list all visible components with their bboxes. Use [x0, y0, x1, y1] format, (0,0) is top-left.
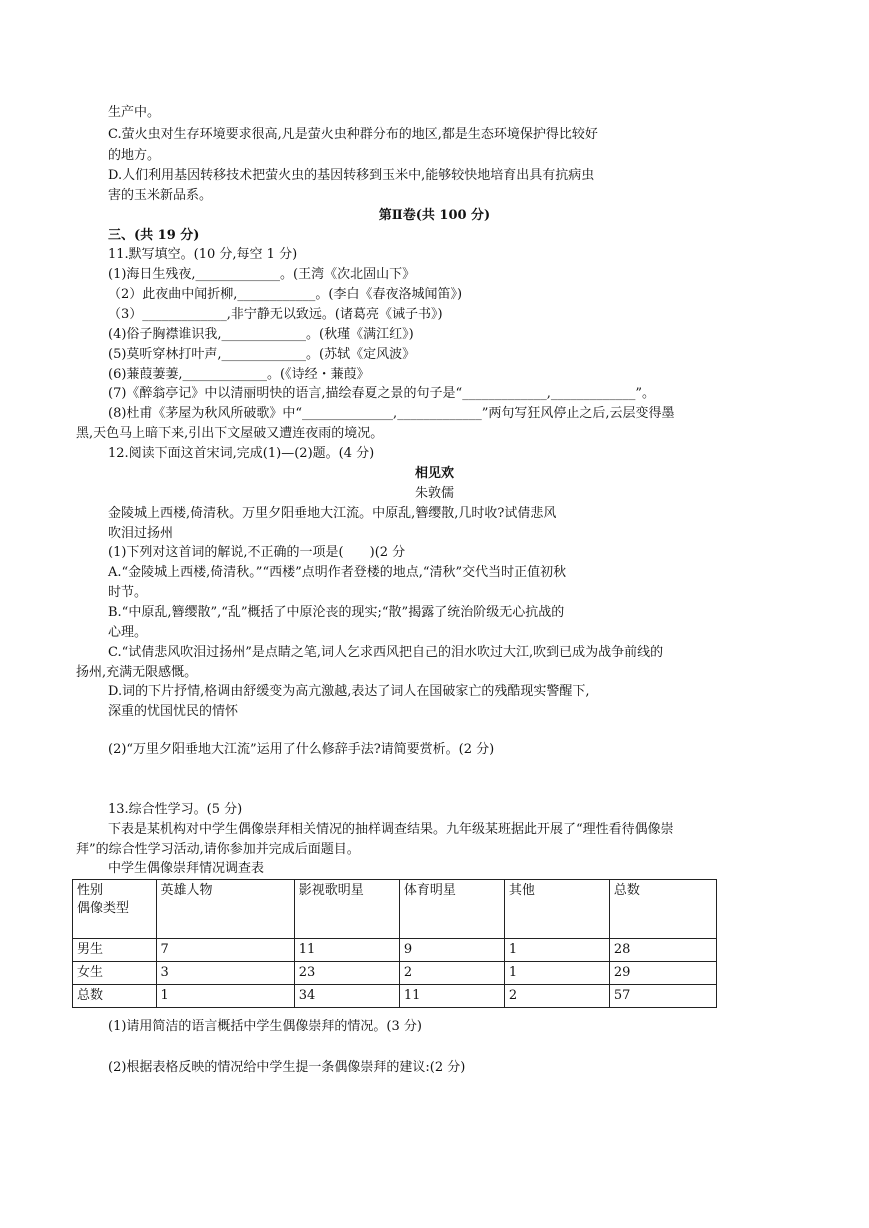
column-header: 体育明星 — [399, 880, 504, 939]
text-line: 的地方。 — [108, 148, 161, 163]
q12-option-c: C.“试倩悲风吹泪过扬州”是点睛之笔,词人乞求西风把自己的泪水吹过大江,吹到已成为战争前线的 — [108, 645, 664, 660]
question-12: 12.阅读下面这首宋词,完成(1)—(2)题。(4 分) — [108, 446, 375, 461]
q12-option-b: B.“中原乱,簪缨散”,“乱”概括了中原沦丧的现实;“散”揭露了统治阶级无心抗战的 — [108, 605, 565, 620]
row-label: 女生 — [73, 962, 157, 985]
table-row — [73, 985, 717, 1008]
text-line: 时节。 — [108, 585, 148, 600]
q13-sub-1: (1)请用简洁的语言概括中学生偶像崇拜的情况。(3 分) — [108, 1019, 422, 1034]
column-header: 总数 — [609, 880, 716, 939]
text-line: 扬州,充满无限感慨。 — [76, 665, 198, 680]
table-cell: 11 — [294, 939, 399, 962]
table-cell: 34 — [294, 985, 399, 1008]
table-cell: 2 — [399, 962, 504, 985]
table-row — [73, 962, 717, 985]
text-line: 害的玉米新品系。 — [108, 188, 213, 203]
column-header: 英雄人物 — [156, 880, 294, 939]
row-label: 总数 — [73, 985, 157, 1008]
text-line: 黑,天色马上暗下来,引出下文屋破又遭连夜雨的境况。 — [76, 426, 384, 441]
text-line: 深重的忧国忧民的情怀 — [108, 704, 239, 719]
q11-item-8: (8)杜甫《茅屋为秋风所破歌》中“______________,_____________”两句写狂风停止之后,云层变得墨 — [108, 406, 675, 421]
q12-sub-2: (2)“万里夕阳垂地大江流”运用了什么修辞手法?请简要赏析。(2 分) — [108, 742, 495, 757]
q11-item-1: (1)海日生残夜,_____________。(王湾《次北固山下》 — [108, 267, 416, 282]
question-11: 11.默写填空。(10 分,每空 1 分) — [108, 247, 298, 262]
q11-item-7: (7)《醉翁亭记》中以清丽明快的语言,描绘春夏之景的句子是“_____________,_____________”。 — [108, 386, 655, 401]
q11-item-2: （2）此夜曲中闻折柳,____________。(李白《春夜洛城闻笛》) — [108, 287, 463, 302]
table-cell: 1 — [504, 962, 609, 985]
section-title: 第Ⅱ卷(共 100 分) — [378, 208, 491, 223]
table-cell: 1 — [504, 939, 609, 962]
survey-table — [72, 879, 717, 1008]
column-header: 影视歌明星 — [294, 880, 399, 939]
table-cell: 57 — [609, 985, 716, 1008]
q12-option-d: D.词的下片抒情,格调由舒缓变为高亢激越,表达了词人在国破家亡的残酷现实警醒下, — [108, 684, 590, 699]
q11-item-6: (6)蒹葭萋萋,_____________。(《诗经・蒹葭》 — [108, 367, 370, 382]
table-row — [73, 939, 717, 962]
part-heading: 三、(共 19 分) — [108, 228, 200, 243]
table-cell: 9 — [399, 939, 504, 962]
table-caption: 中学生偶像崇拜情况调查表 — [108, 861, 265, 876]
table-corner-cell: 性别 偶像类型 — [73, 880, 157, 939]
table-header-row — [73, 880, 717, 939]
q13-sub-2: (2)根据表格反映的情况给中学生提一条偶像崇拜的建议:(2 分) — [108, 1060, 466, 1075]
table-cell: 7 — [156, 939, 294, 962]
q12-sub-1: (1)下列对这首词的解说,不正确的一项是( )(2 分 — [108, 545, 406, 560]
row-label: 男生 — [73, 939, 157, 962]
q11-item-4: (4)俗子胸襟谁识我,_____________。(秋瑾《满江红》) — [108, 327, 414, 342]
column-header: 其他 — [504, 880, 609, 939]
table-cell: 23 — [294, 962, 399, 985]
poem-text: 金陵城上西楼,倚清秋。万里夕阳垂地大江流。中原乱,簪缨散,几时收?试倩悲风 — [108, 506, 557, 521]
q13-intro: 下表是某机构对中学生偶像崇拜相关情况的抽样调查结果。九年级某班据此开展了“理性看待偶像崇 — [108, 822, 674, 837]
table-cell: 28 — [609, 939, 716, 962]
option-c: C.萤火虫对生存环境要求很高,凡是萤火虫种群分布的地区,都是生态环境保护得比较好 — [108, 127, 598, 142]
table-cell: 29 — [609, 962, 716, 985]
text-line: 拜”的综合性学习活动,请你参加并完成后面题目。 — [76, 842, 360, 857]
table-cell: 1 — [156, 985, 294, 1008]
text-line: 心理。 — [108, 625, 148, 640]
q12-option-a: A.“金陵城上西楼,倚清秋。”“西楼”点明作者登楼的地点,“清秋”交代当时正值初秋 — [108, 565, 567, 580]
table-cell: 3 — [156, 962, 294, 985]
table-cell: 2 — [504, 985, 609, 1008]
question-13: 13.综合性学习。(5 分) — [108, 802, 243, 817]
poem-author: 朱敦儒 — [414, 486, 454, 501]
table-cell: 11 — [399, 985, 504, 1008]
q11-item-3: （3）_____________,非宁静无以致远。(诸葛亮《诫子书》) — [108, 307, 443, 322]
poem-text: 吹泪过扬州 — [108, 526, 174, 541]
q11-item-5: (5)莫听穿林打叶声,_____________。(苏轼《定风波》 — [108, 347, 416, 362]
text-line: 生产中。 — [108, 105, 161, 120]
poem-title: 相见欢 — [414, 466, 454, 481]
option-d: D.人们利用基因转移技术把萤火虫的基因转移到玉米中,能够较快地培育出具有抗病虫 — [108, 168, 595, 183]
